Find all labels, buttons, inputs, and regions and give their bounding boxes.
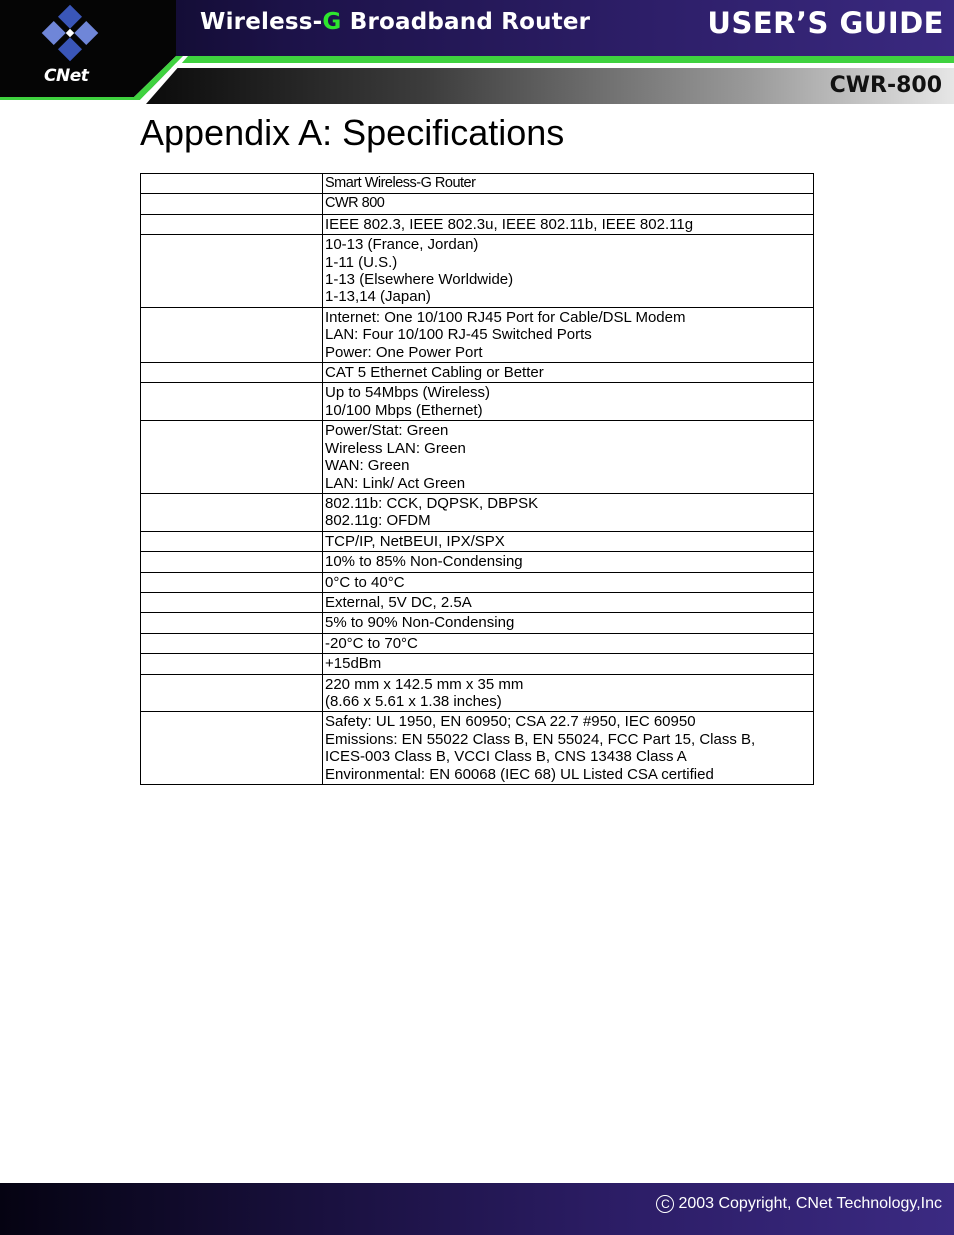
table-row	[141, 613, 814, 633]
spec-value-cell: Safety: UL 1950, EN 60950; CSA 22.7 #950, IEC 60950 Emissions: EN 55022 Class B, EN 55024, FCC Part 15, Class B, ICES-003 Class B, VCCI Class B, CNS 13438 Class A Environmental: EN 60068 (IEC 68) UL Listed CSA certified	[323, 712, 814, 785]
spec-label-cell	[141, 674, 323, 712]
spec-value-cell: CAT 5 Ethernet Cabling or Better	[323, 363, 814, 383]
spec-label-cell	[141, 421, 323, 494]
spec-label-cell	[141, 531, 323, 551]
spec-value-cell: External, 5V DC, 2.5A	[323, 592, 814, 612]
spec-label-cell	[141, 572, 323, 592]
spec-label-cell	[141, 592, 323, 612]
table-row	[141, 493, 814, 531]
spec-label-cell	[141, 552, 323, 572]
table-row	[141, 235, 814, 308]
table-row	[141, 572, 814, 592]
table-row	[141, 592, 814, 612]
table-row	[141, 633, 814, 653]
spec-value-cell: 0°C to 40°C	[323, 572, 814, 592]
table-row	[141, 712, 814, 785]
table-row	[141, 307, 814, 362]
specifications-table	[140, 173, 814, 785]
table-row	[141, 654, 814, 674]
page-header	[0, 0, 954, 106]
header-model-number: CWR-800	[829, 73, 942, 98]
specifications-table-body	[141, 174, 814, 785]
spec-label-cell	[141, 654, 323, 674]
spec-value-cell: Power/Stat: Green Wireless LAN: Green WAN: Green LAN: Link/ Act Green	[323, 421, 814, 494]
table-row	[141, 531, 814, 551]
table-row	[141, 383, 814, 421]
spec-value-cell: +15dBm	[323, 654, 814, 674]
spec-value-cell: Smart Wireless-G Router	[323, 174, 814, 194]
copyright-icon: C	[656, 1195, 674, 1213]
spec-value-cell: -20°C to 70°C	[323, 633, 814, 653]
spec-label-cell	[141, 633, 323, 653]
copyright-text: 2003 Copyright, CNet Technology,Inc	[678, 1195, 942, 1212]
header-users-guide: USER’S GUIDE	[707, 6, 944, 40]
spec-value-cell: TCP/IP, NetBEUI, IPX/SPX	[323, 531, 814, 551]
spec-label-cell	[141, 493, 323, 531]
spec-value-cell: IEEE 802.3, IEEE 802.3u, IEEE 802.11b, IEEE 802.11g	[323, 214, 814, 234]
spec-label-cell	[141, 307, 323, 362]
page-footer	[0, 1183, 954, 1235]
spec-value-cell: 10-13 (France, Jordan) 1-11 (U.S.) 1-13 (Elsewhere Worldwide) 1-13,14 (Japan)	[323, 235, 814, 308]
spec-value-cell: CWR 800	[323, 194, 814, 214]
table-row	[141, 214, 814, 234]
page-title: Appendix A: Specifications	[140, 112, 565, 153]
spec-label-cell	[141, 613, 323, 633]
spec-value-cell: Up to 54Mbps (Wireless) 10/100 Mbps (Ethernet)	[323, 383, 814, 421]
table-row	[141, 552, 814, 572]
spec-value-cell: 802.11b: CCK, DQPSK, DBPSK 802.11g: OFDM	[323, 493, 814, 531]
spec-label-cell	[141, 235, 323, 308]
spec-label-cell	[141, 363, 323, 383]
table-row	[141, 363, 814, 383]
spec-value-cell: 10% to 85% Non-Condensing	[323, 552, 814, 572]
brand-logo-text: CNet	[44, 66, 89, 86]
spec-label-cell	[141, 712, 323, 785]
spec-value-cell: Internet: One 10/100 RJ45 Port for Cable/DSL Modem LAN: Four 10/100 RJ-45 Switched Ports Power: One Power Port	[323, 307, 814, 362]
spec-label-cell	[141, 383, 323, 421]
spec-label-cell	[141, 194, 323, 214]
spec-value-cell: 220 mm x 142.5 mm x 35 mm (8.66 x 5.61 x 1.38 inches)	[323, 674, 814, 712]
copyright-notice	[656, 1195, 942, 1213]
spec-label-cell	[141, 214, 323, 234]
table-row	[141, 674, 814, 712]
spec-label-cell	[141, 174, 323, 194]
table-row	[141, 194, 814, 214]
table-row	[141, 421, 814, 494]
header-product-title: Wireless-G Broadband Router	[200, 9, 591, 35]
table-row	[141, 174, 814, 194]
spec-value-cell: 5% to 90% Non-Condensing	[323, 613, 814, 633]
